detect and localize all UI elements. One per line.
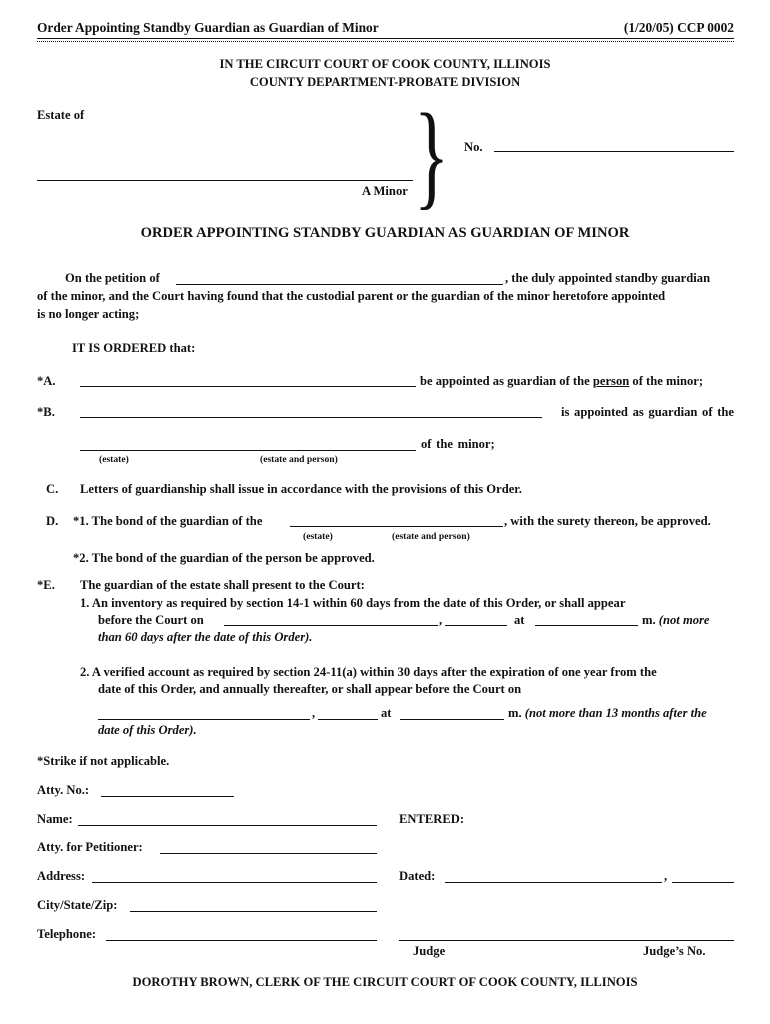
city-state-zip-line[interactable] [130, 911, 377, 912]
item-a-text-2: of the minor; [632, 374, 704, 388]
item-e1-m [642, 613, 710, 628]
petitioner-line[interactable] [176, 284, 503, 285]
item-e2-comma: , [312, 706, 316, 720]
petition-line3: is no longer acting; [37, 307, 140, 321]
dated-year-line[interactable] [672, 882, 734, 883]
item-e1-line1: 1. An inventory as required by section 14-1 within 60 days from the date of this Order, or shall appear [80, 596, 626, 610]
item-e1-time-line[interactable] [535, 625, 638, 626]
court-division: COUNTY DEPARTMENT-PROBATE DIVISION [249, 75, 521, 89]
item-e-label: *E. [37, 578, 55, 592]
atty-for-petitioner-label: Atty. for Petitioner: [37, 840, 143, 854]
item-d1-text: *1. The bond of the guardian of the [73, 514, 263, 528]
item-e1-comma: , [439, 613, 443, 627]
telephone-line[interactable] [106, 940, 377, 941]
item-e2-m [508, 706, 707, 721]
atty-for-petitioner-line[interactable] [160, 853, 377, 854]
item-d-label: D. [46, 514, 59, 528]
item-a-person: person [592, 374, 630, 388]
item-b-text-2: of the minor; [421, 437, 495, 451]
estate-of-label: Estate of [37, 108, 85, 122]
item-e1-note-a: (not more [658, 613, 710, 627]
item-e2-date-line[interactable] [98, 719, 310, 720]
header-dotted-rule [37, 41, 734, 42]
a-minor-label: A Minor [362, 184, 408, 198]
item-e2-note-a: (not more than 13 months after the [524, 706, 707, 720]
dated-date-line[interactable] [445, 882, 662, 883]
item-a-text [420, 374, 703, 389]
item-e-text: The guardian of the estate shall present to the Court: [80, 578, 365, 592]
item-e1-date-line[interactable] [224, 625, 438, 626]
item-e2-time-line[interactable] [400, 719, 504, 720]
case-no-label: No. [464, 140, 483, 154]
atty-no-label: Atty. No.: [37, 783, 90, 797]
item-b-text: is appointed as guardian of the [560, 405, 734, 419]
strike-note: *Strike if not applicable. [37, 754, 170, 768]
clerk-footer: DOROTHY BROWN, CLERK OF THE CIRCUIT COURT OF COOK COUNTY, ILLINOIS [132, 975, 638, 989]
item-e1-year-line[interactable] [445, 625, 507, 626]
item-d1-bond-line[interactable] [290, 526, 503, 527]
item-d1-opt-estate-person: (estate and person) [392, 531, 470, 542]
item-b-estate-line[interactable] [80, 450, 416, 451]
court-name: IN THE CIRCUIT COURT OF COOK COUNTY, ILLINOIS [219, 57, 551, 71]
address-label: Address: [37, 869, 86, 883]
item-e2-at: at [381, 706, 392, 720]
judge-signature-line[interactable] [399, 940, 734, 941]
item-e2-note-b: date of this Order). [98, 723, 197, 737]
address-line[interactable] [92, 882, 377, 883]
name-label: Name: [37, 812, 73, 826]
city-state-zip-label: City/State/Zip: [37, 898, 118, 912]
item-a-guardian-line[interactable] [80, 386, 416, 387]
case-no-line[interactable] [494, 151, 734, 152]
item-e2-line2: date of this Order, and annually thereafter, or shall appear before the Court on [98, 682, 522, 696]
telephone-label: Telephone: [37, 927, 97, 941]
entered-label: ENTERED: [399, 812, 465, 826]
dated-label: Dated: [399, 869, 436, 883]
item-d1-opt-estate: (estate) [303, 531, 333, 542]
order-title: ORDER APPOINTING STANDBY GUARDIAN AS GUARDIAN OF MINOR [140, 225, 630, 241]
item-a-text-1: be appointed as guardian of the [420, 374, 590, 388]
form-code: (1/20/05) CCP 0002 [623, 20, 734, 35]
judges-no-label: Judge’s No. [643, 944, 706, 958]
dated-comma: , [664, 869, 668, 883]
header-rule [37, 38, 734, 39]
item-b-opt-estate: (estate) [99, 454, 129, 465]
item-d2-text: *2. The bond of the guardian of the person be approved. [73, 551, 375, 565]
item-d1-after: , with the surety thereon, be approved. [504, 514, 711, 528]
item-c-label: C. [46, 482, 59, 496]
item-e1-m-label: m. [642, 613, 656, 627]
item-b-label: *B. [37, 405, 55, 419]
item-e1-before: before the Court on [98, 613, 204, 627]
item-e1-at: at [514, 613, 525, 627]
item-e1-note-b: than 60 days after the date of this Order). [98, 630, 313, 644]
it-is-ordered: IT IS ORDERED that: [72, 341, 196, 355]
judge-label: Judge [413, 944, 446, 958]
name-line[interactable] [78, 825, 377, 826]
petition-line2: of the minor, and the Court having found that the custodial parent or the guardian of the minor heretofore appointed [37, 289, 666, 303]
item-e2-line1: 2. A verified account as required by section 24-11(a) within 30 days after the expiration of one year from the [80, 665, 657, 679]
item-c-text: Letters of guardianship shall issue in accordance with the provisions of this Order. [80, 482, 522, 496]
minor-name-line[interactable] [37, 180, 413, 181]
item-e2-m-label: m. [508, 706, 522, 720]
atty-no-line[interactable] [101, 796, 234, 797]
item-a-label: *A. [37, 374, 56, 388]
form-title: Order Appointing Standby Guardian as Guardian of Minor [37, 20, 379, 35]
caption-brace-icon: } [414, 89, 450, 220]
petition-start: On the petition of [65, 271, 160, 285]
item-b-guardian-line[interactable] [80, 417, 542, 418]
petition-after: , the duly appointed standby guardian [505, 271, 711, 285]
item-e2-year-line[interactable] [318, 719, 378, 720]
item-b-opt-estate-person: (estate and person) [260, 454, 338, 465]
